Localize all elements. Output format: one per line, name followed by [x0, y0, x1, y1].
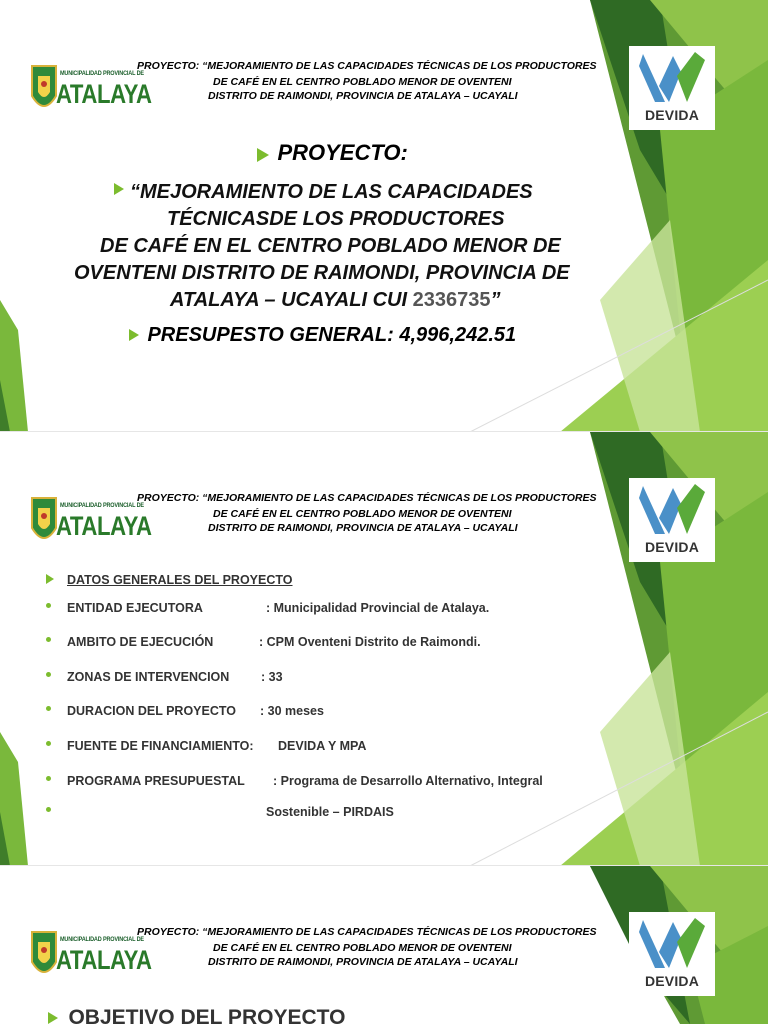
shield-icon: [30, 62, 58, 120]
slide-3: [0, 866, 768, 1024]
objective-heading-row: [48, 1006, 346, 1024]
municipality-label: MUNICIPALIDAD PROVINCIAL DE: [60, 70, 144, 77]
item-label: ENTIDAD EJECUTORA: [67, 601, 203, 615]
shield-icon: [30, 928, 58, 986]
budget-row: [129, 324, 517, 347]
section-title: DATOS GENERALES DEL PROYECTO: [67, 573, 293, 587]
title-close-quote: ”: [490, 289, 501, 311]
list-item: [46, 739, 366, 753]
header-line-1: PROYECTO: “MEJORAMIENTO DE LAS CAPACIDADES TÉCNICAS DE LOS PRODUCTORES: [137, 60, 597, 72]
bullet-arrow-icon: [257, 148, 269, 162]
cui-number: 2336735: [412, 289, 491, 311]
municipality-label: MUNICIPALIDAD PROVINCIAL DE: [60, 502, 144, 509]
bullet-dot-icon: [46, 776, 51, 781]
header-line-3: DISTRITO DE RAIMONDI, PROVINCIA DE ATALAYA – UCAYALI: [208, 522, 518, 534]
item-value: : 33: [261, 670, 283, 684]
item-value: : 30 meses: [260, 704, 324, 718]
bullet-dot-icon: [46, 603, 51, 608]
budget-bullet-icon: [129, 329, 139, 341]
proyecto-heading: PROYECTO:: [277, 140, 408, 165]
bullet-dot-icon: [46, 706, 51, 711]
municipality-name: ATALAYA: [56, 945, 152, 975]
header-line-3: DISTRITO DE RAIMONDI, PROVINCIA DE ATALAYA – UCAYALI: [208, 956, 518, 968]
bullet-arrow-icon: [48, 1012, 58, 1024]
title-line-4: OVENTENI DISTRITO DE RAIMONDI, PROVINCIA DE: [74, 262, 570, 284]
municipality-label: MUNICIPALIDAD PROVINCIAL DE: [60, 936, 144, 943]
devida-label: DEVIDA: [644, 539, 700, 555]
item-label: DURACION DEL PROYECTO: [67, 704, 237, 718]
title-bullet-icon: [114, 182, 124, 200]
item-value: : Municipalidad Provincial de Atalaya.: [266, 601, 490, 615]
bullet-dot-icon: [46, 807, 51, 812]
list-item: [46, 704, 324, 718]
devida-logo: [629, 478, 715, 562]
list-item: [46, 601, 489, 615]
title-line-2: TÉCNICASDE LOS PRODUCTORES: [167, 208, 505, 230]
section-bullet-icon: [46, 574, 54, 584]
item-label: FUENTE DE FINANCIAMIENTO:: [67, 739, 254, 753]
title-line-5: [170, 289, 500, 312]
item-label: AMBITO DE EJECUCIÓN: [67, 635, 214, 649]
list-item: [46, 774, 543, 788]
list-item: [46, 670, 283, 684]
item-label: PROGRAMA PRESUPUESTAL: [67, 774, 245, 788]
item-value: : Programa de Desarrollo Alternativo, Integral: [273, 774, 543, 788]
title-line-1: “MEJORAMIENTO DE LAS CAPACIDADES: [130, 181, 533, 203]
title-line-3: DE CAFÉ EN EL CENTRO POBLADO MENOR DE: [100, 235, 561, 257]
shield-icon: [30, 494, 58, 552]
devida-mark-icon: [629, 478, 715, 538]
municipality-name: ATALAYA: [56, 79, 152, 109]
devida-label: DEVIDA: [644, 107, 700, 123]
bullet-dot-icon: [46, 672, 51, 677]
bullet-dot-icon: [46, 741, 51, 746]
header-line-1: PROYECTO: “MEJORAMIENTO DE LAS CAPACIDADES TÉCNICAS DE LOS PRODUCTORES: [137, 926, 597, 938]
municipality-logo: [30, 62, 152, 120]
item-continuation: Sostenible – PIRDAIS: [266, 805, 394, 819]
bullet-dot-icon: [46, 637, 51, 642]
item-label: ZONAS DE INTERVENCION: [67, 670, 230, 684]
slide-1: [0, 0, 768, 432]
devida-mark-icon: [629, 912, 715, 972]
header-line-2: DE CAFÉ EN EL CENTRO POBLADO MENOR DE OVENTENI: [213, 508, 512, 520]
header-line-3: DISTRITO DE RAIMONDI, PROVINCIA DE ATALAYA – UCAYALI: [208, 90, 518, 102]
list-item: [46, 635, 481, 649]
devida-logo: [629, 912, 715, 996]
municipality-logo: [30, 494, 152, 552]
slide-2: [0, 432, 768, 866]
devida-logo: [629, 46, 715, 130]
municipality-logo: [30, 928, 152, 986]
municipality-name: ATALAYA: [56, 511, 152, 541]
item-value: DEVIDA Y MPA: [278, 739, 367, 753]
title-line-5-text: ATALAYA – UCAYALI CUI: [170, 289, 413, 311]
section-title-row: [46, 573, 293, 587]
header-line-2: DE CAFÉ EN EL CENTRO POBLADO MENOR DE OVENTENI: [213, 942, 512, 954]
proyecto-heading-row: [257, 140, 408, 168]
header-line-2: DE CAFÉ EN EL CENTRO POBLADO MENOR DE OVENTENI: [213, 76, 512, 88]
list-item: [46, 805, 394, 819]
budget-text: PRESUPESTO GENERAL: 4,996,242.51: [147, 324, 517, 346]
devida-mark-icon: [629, 46, 715, 106]
devida-label: DEVIDA: [644, 973, 700, 989]
objective-heading: OBJETIVO DEL PROYECTO: [68, 1006, 346, 1024]
item-value: : CPM Oventeni Distrito de Raimondi.: [259, 635, 481, 649]
header-line-1: PROYECTO: “MEJORAMIENTO DE LAS CAPACIDADES TÉCNICAS DE LOS PRODUCTORES: [137, 492, 597, 504]
